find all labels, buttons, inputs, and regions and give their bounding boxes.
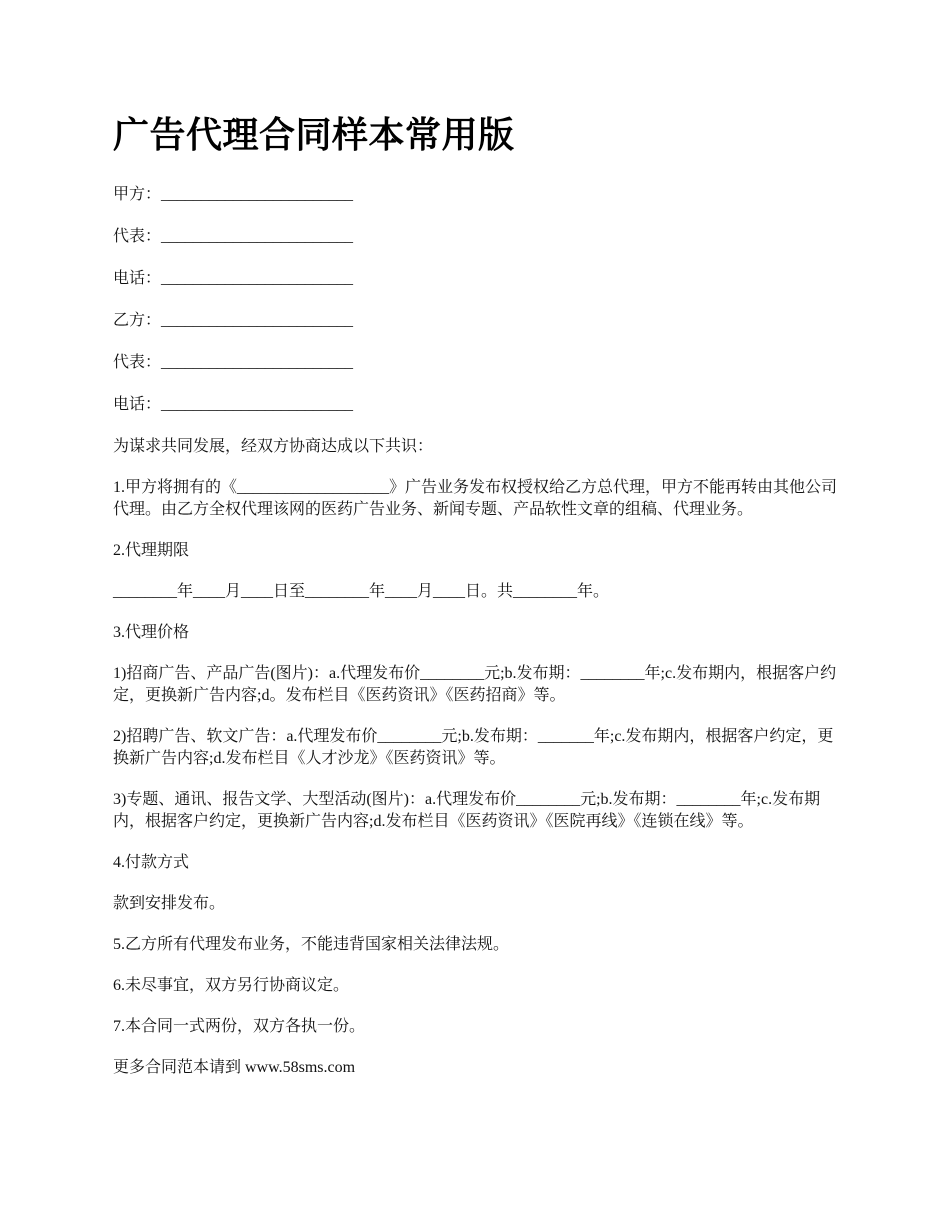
clause-3-heading: 3.代理价格 (113, 624, 190, 641)
footer-note: 更多合同范本请到 www.58sms.com (113, 1059, 356, 1076)
party-a-phone-line: 电话：________________________ (113, 270, 354, 287)
party-a-line: 甲方：________________________ (113, 186, 354, 203)
clause-3-item-1: 1)招商广告、产品广告(图片)：a.代理发布价________元;b.发布期：________年;c.发布期内，根据客户约定，更换新广告内容;d。发布栏目《医药资讯》《医药招商》等。 (113, 665, 837, 704)
party-b-phone-line: 电话：________________________ (113, 396, 354, 413)
clause-4-heading: 4.付款方式 (113, 854, 190, 871)
party-b-line: 乙方：________________________ (113, 312, 354, 329)
clause-1: 1.甲方将拥有的《___________________》广告业务发布权授权给乙方总代理，甲方不能再转由其他公司代理。由乙方全权代理该网的医药广告业务、新闻专题、产品软性文章的组稿、代理业务。 (113, 479, 838, 518)
clause-7: 7.本合同一式两份，双方各执一份。 (113, 1018, 366, 1035)
clause-6: 6.未尽事宜，双方另行协商议定。 (113, 977, 350, 994)
clause-3-item-3: 3)专题、通讯、报告文学、大型活动(图片)：a.代理发布价________元;b.发布期：________年;c.发布期内，根据客户约定，更换新广告内容;d.发布栏目《医药资讯》《医院再线》《连锁在线》等。 (113, 791, 821, 830)
clause-5: 5.乙方所有代理发布业务，不能违背国家相关法律法规。 (113, 936, 510, 953)
intro-paragraph: 为谋求共同发展，经双方协商达成以下共识： (113, 438, 434, 455)
clause-2-period: ________年____月____日至________年____月____日。共________年。 (113, 583, 610, 600)
clause-3-item-2: 2)招聘广告、软文广告：a.代理发布价________元;b.发布期：_______年;c.发布期内，根据客户约定，更换新广告内容;d.发布栏目《人才沙龙》《医药资讯》等。 (113, 728, 834, 767)
document-title: 广告代理合同样本常用版 (113, 115, 515, 156)
party-a-representative-line: 代表：________________________ (113, 228, 354, 245)
document-page (113, 112, 840, 1098)
party-b-representative-line: 代表：________________________ (113, 354, 354, 371)
clause-4-body: 款到安排发布。 (113, 895, 226, 912)
clause-2-heading: 2.代理期限 (113, 542, 190, 559)
